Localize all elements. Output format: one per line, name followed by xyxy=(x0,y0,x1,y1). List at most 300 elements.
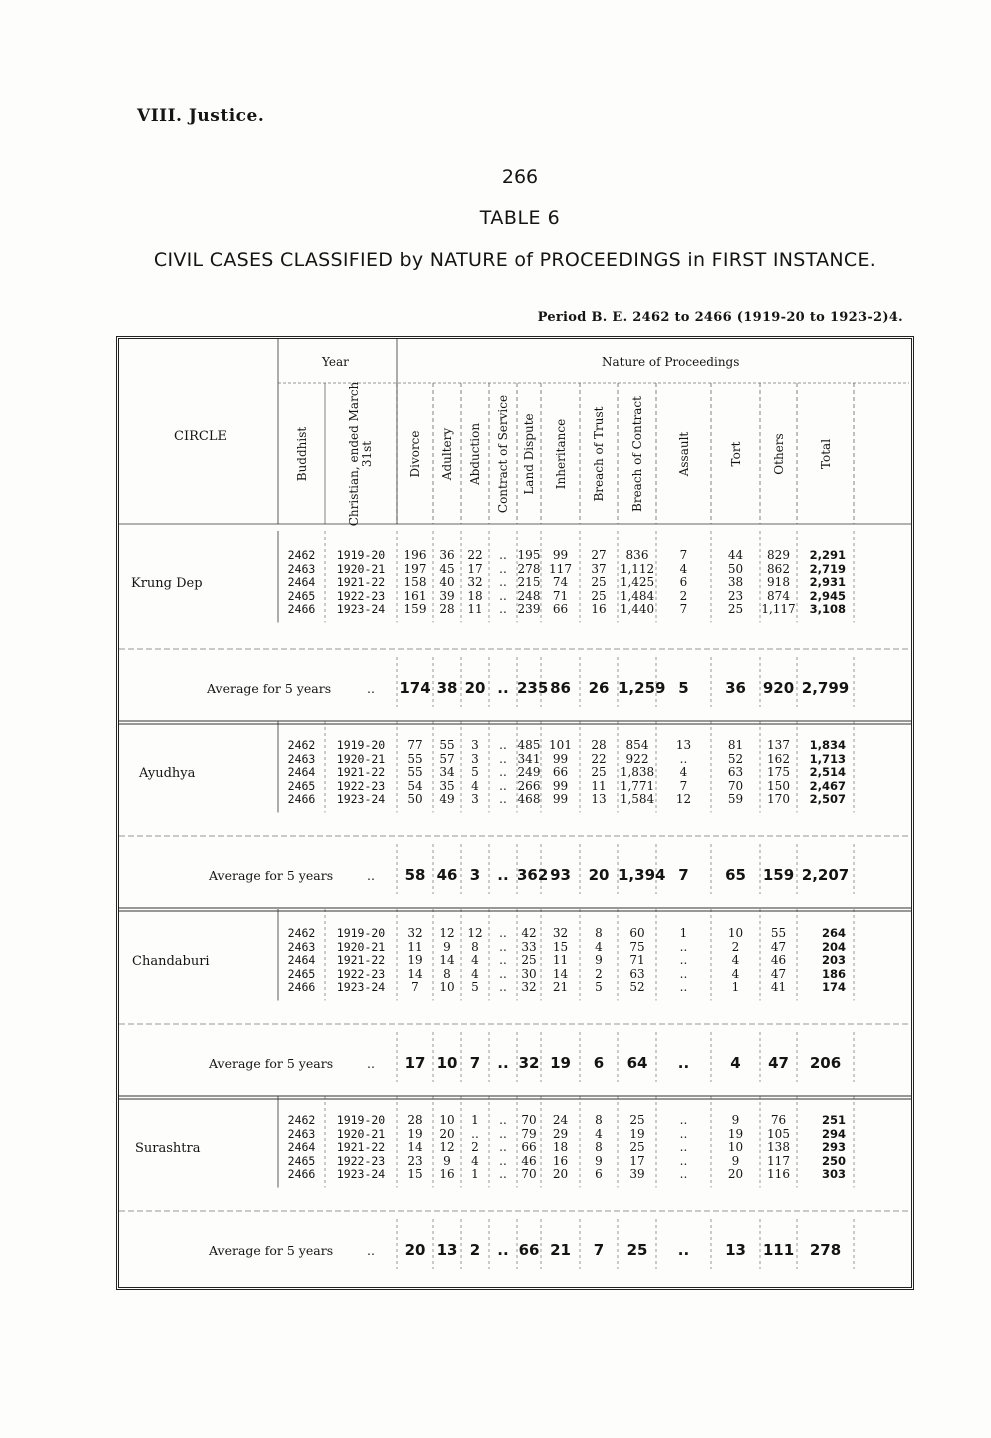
data-cell: .. xyxy=(499,548,507,562)
average-cell: 13 xyxy=(725,1241,746,1259)
data-cell: 20 xyxy=(439,1126,455,1141)
data-cell: 60 xyxy=(629,926,645,940)
buddhist-year-cell: 2462 xyxy=(287,738,316,752)
data-cell: 70 xyxy=(521,1167,537,1181)
data-cell: .. xyxy=(499,738,507,752)
christian-year-cell: 1923-24 xyxy=(336,1167,386,1181)
data-cell: 41 xyxy=(770,980,787,994)
data-cell: 874 xyxy=(767,588,790,603)
buddhist-year-cell: 2463 xyxy=(287,939,316,954)
christian-year-cell: 1920-21 xyxy=(336,1126,386,1141)
data-cell: 3,108 xyxy=(809,602,846,616)
christian-year-cell: 1921-22 xyxy=(336,953,386,967)
data-cell: 215 xyxy=(517,575,541,589)
christian-year-cell: 1919-20 xyxy=(336,1113,386,1127)
data-cell: 52 xyxy=(629,980,645,994)
data-cell: 25 xyxy=(591,575,607,589)
christian-year-cell: 1922-23 xyxy=(336,966,386,981)
data-cell: 59 xyxy=(727,792,744,806)
data-cell: 16 xyxy=(552,1153,569,1168)
column-header-abduction: Abduction xyxy=(467,422,482,486)
data-cell: .. xyxy=(499,588,507,603)
column-header-inheritance: Inheritance xyxy=(553,418,567,490)
average-cell: 111 xyxy=(762,1241,795,1259)
data-cell: 75 xyxy=(629,939,645,954)
data-cell: .. xyxy=(679,1126,688,1141)
data-cell: 3 xyxy=(471,751,479,766)
data-cell: 264 xyxy=(821,926,846,940)
average-label: Average for 5 years xyxy=(207,681,332,696)
data-cell: 99 xyxy=(552,751,569,766)
average-cell: 10 xyxy=(436,1054,458,1072)
data-cell: 117 xyxy=(767,1153,790,1168)
data-cell: .. xyxy=(679,1113,688,1127)
christian-year-cell: 1922-23 xyxy=(336,1153,386,1168)
data-cell: 2,507 xyxy=(809,792,846,806)
buddhist-year-cell: 2462 xyxy=(287,548,316,562)
data-cell: 196 xyxy=(403,548,427,562)
christian-year-cell: 1923-24 xyxy=(336,980,386,994)
data-cell: 186 xyxy=(821,966,846,981)
data-cell: 66 xyxy=(521,1140,537,1154)
average-cell: 46 xyxy=(436,866,458,884)
average-cell: 2 xyxy=(469,1241,481,1259)
data-cell: 829 xyxy=(767,548,790,562)
data-table xyxy=(116,336,914,1290)
data-cell: 44 xyxy=(727,548,744,562)
data-cell: .. xyxy=(499,1140,507,1154)
christian-year-cell: 1922-23 xyxy=(336,588,386,603)
average-cell: 25 xyxy=(626,1241,648,1259)
christian-year-header: Christian, ended March 31st xyxy=(347,381,374,527)
data-cell: 1,117 xyxy=(761,602,796,616)
average-cell: 47 xyxy=(768,1054,789,1072)
data-cell: .. xyxy=(499,1153,507,1168)
data-cell: 4 xyxy=(595,1126,603,1141)
data-cell: 1,112 xyxy=(619,561,655,576)
data-cell: 14 xyxy=(407,1140,423,1154)
average-cell: 2,207 xyxy=(801,866,850,884)
data-cell: .. xyxy=(679,751,688,766)
average-cell: 26 xyxy=(588,679,610,697)
data-cell: 25 xyxy=(629,1113,645,1127)
data-cell: 1,484 xyxy=(619,588,655,603)
buddhist-year-cell: 2465 xyxy=(287,778,316,793)
data-cell: 10 xyxy=(439,980,455,994)
data-cell: 47 xyxy=(770,939,787,954)
data-cell: 35 xyxy=(439,778,455,793)
average-cell: 58 xyxy=(404,866,426,884)
data-cell: 28 xyxy=(591,738,607,752)
data-cell: 99 xyxy=(552,778,569,793)
average-cell: 64 xyxy=(626,1054,648,1072)
data-cell: 4 xyxy=(731,966,740,981)
column-header-total: Total xyxy=(818,438,832,470)
buddhist-year-cell: 2466 xyxy=(287,980,316,994)
buddhist-year-cell: 2466 xyxy=(287,602,316,616)
average-cell: 17 xyxy=(404,1054,426,1072)
column-header-assault: Assault xyxy=(676,431,690,477)
data-cell: 17 xyxy=(467,561,483,576)
data-cell: 70 xyxy=(727,778,744,793)
data-cell: 21 xyxy=(552,980,569,994)
data-cell: 63 xyxy=(727,765,744,779)
data-cell: 101 xyxy=(549,738,572,752)
data-cell: 37 xyxy=(591,561,607,576)
column-header-adultery: Adultery xyxy=(439,427,454,481)
data-cell: 36 xyxy=(439,548,455,562)
buddhist-year-cell: 2465 xyxy=(287,1153,316,1168)
data-cell: 47 xyxy=(770,966,787,981)
average-cell: 6 xyxy=(593,1054,605,1072)
data-cell: 34 xyxy=(439,765,455,779)
christian-year-cell: 1920-21 xyxy=(336,751,386,766)
data-cell: 204 xyxy=(821,939,846,954)
column-header-contract-of-service: Contract of Service xyxy=(495,394,510,514)
christian-year-cell: 1921-22 xyxy=(336,765,386,779)
data-cell: 27 xyxy=(591,548,607,562)
average-cell: 7 xyxy=(678,866,689,884)
data-cell: 341 xyxy=(517,751,541,766)
average-cell: .. xyxy=(677,1054,690,1072)
data-cell: 5 xyxy=(471,980,479,994)
data-cell: 66 xyxy=(552,602,569,616)
data-cell: 195 xyxy=(517,548,541,562)
data-cell: 116 xyxy=(767,1167,790,1181)
average-cell: 278 xyxy=(809,1241,842,1259)
average-cell: 206 xyxy=(809,1054,842,1072)
data-cell: 249 xyxy=(517,765,541,779)
average-cell: 38 xyxy=(436,679,458,697)
average-cell: 1,394 xyxy=(618,866,666,884)
data-cell: .. xyxy=(679,1140,688,1154)
circle-column-header: CIRCLE xyxy=(174,429,227,444)
data-cell: 9 xyxy=(443,939,451,954)
average-cell: .. xyxy=(497,866,509,884)
data-cell: 278 xyxy=(517,561,541,576)
data-cell: 11 xyxy=(407,939,423,954)
average-cell: 19 xyxy=(550,1054,571,1072)
data-cell: 6 xyxy=(679,575,688,589)
data-cell: 79 xyxy=(521,1126,537,1141)
average-cell: .. xyxy=(497,1054,509,1072)
data-cell: .. xyxy=(499,778,507,793)
data-cell: 32 xyxy=(407,926,423,940)
buddhist-year-cell: 2463 xyxy=(287,751,316,766)
data-cell: 7 xyxy=(679,778,688,793)
circle-name: Surashtra xyxy=(135,1141,201,1156)
data-cell: 10 xyxy=(727,926,744,940)
data-cell: 39 xyxy=(629,1167,645,1181)
data-cell: 251 xyxy=(821,1113,846,1127)
christian-year-cell: 1921-22 xyxy=(336,1140,386,1154)
buddhist-year-cell: 2464 xyxy=(287,765,316,779)
average-dots: .. xyxy=(367,681,375,696)
average-cell: .. xyxy=(497,679,509,697)
data-cell: 20 xyxy=(552,1167,569,1181)
average-cell: 36 xyxy=(725,679,746,697)
data-cell: 14 xyxy=(552,966,569,981)
data-cell: 3 xyxy=(471,738,479,752)
christian-year-cell: 1922-23 xyxy=(336,778,386,793)
data-cell: 174 xyxy=(821,980,846,994)
data-cell: 2 xyxy=(731,939,740,954)
average-cell: 21 xyxy=(550,1241,571,1259)
data-cell: 10 xyxy=(727,1140,744,1154)
data-cell: 1,584 xyxy=(619,792,655,806)
average-cell: 66 xyxy=(518,1241,540,1259)
buddhist-year-cell: 2466 xyxy=(287,792,316,806)
average-cell: 2,799 xyxy=(801,679,850,697)
data-cell: 24 xyxy=(552,1113,569,1127)
average-cell: 20 xyxy=(464,679,486,697)
data-cell: 46 xyxy=(521,1153,537,1168)
data-cell: 25 xyxy=(591,588,607,603)
column-header-others: Others xyxy=(771,433,785,475)
nature-group-header: Nature of Proceedings xyxy=(602,355,740,369)
data-cell: .. xyxy=(471,1126,479,1141)
data-cell: 32 xyxy=(521,980,537,994)
data-cell: .. xyxy=(499,980,507,994)
data-cell: .. xyxy=(499,751,507,766)
data-cell: 57 xyxy=(439,751,455,766)
average-cell: 7 xyxy=(593,1241,605,1259)
data-cell: .. xyxy=(499,602,507,616)
data-cell: 1,713 xyxy=(809,751,846,766)
average-cell: 32 xyxy=(518,1054,540,1072)
data-cell: 2,467 xyxy=(809,778,846,793)
buddhist-year-cell: 2463 xyxy=(287,1126,316,1141)
circle-name: Krung Dep xyxy=(131,576,203,591)
data-cell: 250 xyxy=(821,1153,846,1168)
data-cell: 7 xyxy=(679,548,688,562)
data-cell: 4 xyxy=(471,953,479,967)
data-cell: 175 xyxy=(767,765,790,779)
average-cell: 159 xyxy=(762,866,795,884)
average-cell: 1,259 xyxy=(618,679,666,697)
average-cell: 3 xyxy=(469,866,481,884)
data-cell: 4 xyxy=(471,1153,479,1168)
data-cell: 13 xyxy=(675,738,692,752)
christian-year-cell: 1919-20 xyxy=(336,926,386,940)
buddhist-year-cell: 2466 xyxy=(287,1167,316,1181)
data-cell: 20 xyxy=(727,1167,744,1181)
data-cell: 2,514 xyxy=(809,765,846,779)
column-header-land-dispute: Land Dispute xyxy=(521,413,536,495)
data-cell: 4 xyxy=(679,765,688,779)
data-cell: 2,291 xyxy=(809,548,846,562)
data-cell: .. xyxy=(499,765,507,779)
data-cell: 23 xyxy=(407,1153,423,1168)
data-cell: 29 xyxy=(552,1126,569,1141)
buddhist-year-cell: 2465 xyxy=(287,966,316,981)
buddhist-year-header: Buddhist xyxy=(294,426,308,482)
average-cell: 174 xyxy=(399,679,431,697)
data-cell: 22 xyxy=(467,548,483,562)
data-cell: 9 xyxy=(731,1113,740,1127)
data-cell: 12 xyxy=(467,926,483,940)
data-cell: .. xyxy=(679,966,688,981)
data-cell: .. xyxy=(679,1167,688,1181)
data-cell: .. xyxy=(499,1167,507,1181)
data-cell: 99 xyxy=(552,792,569,806)
year-group-header: Year xyxy=(322,355,349,369)
christian-year-cell: 1920-21 xyxy=(336,561,386,576)
data-cell: 8 xyxy=(595,1140,603,1154)
data-cell: 16 xyxy=(591,602,607,616)
buddhist-year-cell: 2462 xyxy=(287,926,316,940)
christian-year-cell: 1923-24 xyxy=(336,792,386,806)
data-cell: 55 xyxy=(770,926,787,940)
data-cell: 74 xyxy=(552,575,569,589)
data-cell: 918 xyxy=(767,575,790,589)
data-cell: 55 xyxy=(407,765,423,779)
data-cell: 11 xyxy=(552,953,569,967)
data-cell: 137 xyxy=(767,738,790,752)
data-cell: 293 xyxy=(821,1140,846,1154)
section-heading: VIII. Justice. xyxy=(137,106,265,126)
data-cell: 17 xyxy=(629,1153,645,1168)
data-cell: 9 xyxy=(595,1153,603,1168)
data-cell: .. xyxy=(499,1113,507,1127)
average-cell: 362 xyxy=(517,866,549,884)
average-label: Average for 5 years xyxy=(209,1243,334,1258)
data-cell: 22 xyxy=(591,751,607,766)
average-cell: 235 xyxy=(517,679,549,697)
data-cell: 8 xyxy=(443,966,451,981)
data-cell: 239 xyxy=(517,602,541,616)
data-cell: .. xyxy=(499,953,507,967)
data-cell: 45 xyxy=(439,561,455,576)
average-cell: 20 xyxy=(404,1241,426,1259)
column-header-tort: Tort xyxy=(728,441,742,467)
data-cell: 105 xyxy=(767,1126,790,1141)
data-cell: 1 xyxy=(679,926,688,940)
data-cell: 19 xyxy=(407,1126,423,1141)
average-label: Average for 5 years xyxy=(209,1056,334,1071)
average-label: Average for 5 years xyxy=(209,868,334,883)
christian-year-cell: 1919-20 xyxy=(336,738,386,752)
data-cell: 76 xyxy=(770,1113,787,1127)
data-cell: 9 xyxy=(595,953,603,967)
data-cell: 10 xyxy=(439,1113,455,1127)
christian-year-cell: 1919-20 xyxy=(336,548,386,562)
data-cell: 15 xyxy=(407,1167,423,1181)
data-cell: 1,440 xyxy=(619,602,655,616)
data-cell: 1,838 xyxy=(619,765,655,779)
data-cell: 2 xyxy=(471,1140,479,1154)
data-cell: 4 xyxy=(679,561,688,576)
average-dots: .. xyxy=(367,1243,375,1258)
christian-year-cell: 1920-21 xyxy=(336,939,386,954)
data-cell: 12 xyxy=(439,926,455,940)
average-dots: .. xyxy=(367,1056,375,1071)
data-cell: 7 xyxy=(679,602,688,616)
table-label: TABLE 6 xyxy=(479,207,561,229)
column-header-divorce: Divorce xyxy=(407,430,422,478)
data-cell: 66 xyxy=(552,765,569,779)
data-cell: 159 xyxy=(403,602,427,616)
data-cell: 2,931 xyxy=(809,575,846,589)
data-cell: 2 xyxy=(679,588,688,603)
data-cell: 2,719 xyxy=(809,561,846,576)
average-cell: 65 xyxy=(725,866,746,884)
column-header-breach-of-trust: Breach of Trust xyxy=(591,406,606,502)
data-cell: 28 xyxy=(407,1113,423,1127)
data-cell: 49 xyxy=(439,792,455,806)
data-cell: 16 xyxy=(439,1167,455,1181)
data-cell: .. xyxy=(679,1153,688,1168)
data-cell: 1,771 xyxy=(619,778,655,793)
data-cell: 14 xyxy=(439,953,455,967)
period-line: Period B. E. 2462 to 2466 (1919-20 to 1923-2)4. xyxy=(537,310,903,325)
data-cell: 33 xyxy=(521,939,537,954)
buddhist-year-cell: 2463 xyxy=(287,561,316,576)
data-cell: 54 xyxy=(407,778,423,793)
data-cell: 6 xyxy=(595,1167,603,1181)
data-cell: 1 xyxy=(731,980,740,994)
data-cell: 294 xyxy=(821,1126,846,1141)
data-cell: 52 xyxy=(727,751,744,766)
data-cell: 28 xyxy=(439,602,455,616)
data-cell: 32 xyxy=(552,926,569,940)
data-cell: 63 xyxy=(629,966,645,981)
data-cell: 836 xyxy=(625,548,649,562)
buddhist-year-cell: 2464 xyxy=(287,953,316,967)
data-cell: 5 xyxy=(595,980,603,994)
data-cell: 19 xyxy=(629,1126,645,1141)
data-cell: 138 xyxy=(767,1140,790,1154)
data-cell: 1 xyxy=(471,1113,479,1127)
data-cell: 40 xyxy=(439,575,455,589)
data-cell: 23 xyxy=(727,588,744,603)
data-cell: .. xyxy=(499,792,507,806)
data-cell: 8 xyxy=(471,939,479,954)
data-cell: 70 xyxy=(521,1113,537,1127)
data-cell: 9 xyxy=(731,1153,740,1168)
data-cell: 12 xyxy=(675,792,692,806)
average-cell: .. xyxy=(497,1241,509,1259)
data-cell: 862 xyxy=(767,561,790,576)
data-cell: 18 xyxy=(552,1140,569,1154)
data-cell: 922 xyxy=(625,751,649,766)
data-cell: 25 xyxy=(521,953,537,967)
data-cell: 1 xyxy=(471,1167,479,1181)
average-cell: 4 xyxy=(730,1054,741,1072)
average-dots: .. xyxy=(367,868,375,883)
buddhist-year-cell: 2464 xyxy=(287,575,316,589)
data-cell: 854 xyxy=(625,738,649,752)
data-cell: 8 xyxy=(595,1113,603,1127)
average-cell: 86 xyxy=(550,679,571,697)
average-cell: 5 xyxy=(678,679,689,697)
average-cell: 93 xyxy=(550,866,571,884)
data-cell: .. xyxy=(499,1126,507,1141)
average-cell: 920 xyxy=(762,679,795,697)
data-cell: 2,945 xyxy=(809,588,846,603)
data-cell: 18 xyxy=(467,588,483,603)
data-cell: 55 xyxy=(439,738,455,752)
data-cell: 158 xyxy=(403,575,427,589)
data-cell: 150 xyxy=(767,778,790,793)
data-cell: 7 xyxy=(411,980,419,994)
column-header-breach-of-contract: Breach of Contract xyxy=(629,396,644,512)
average-cell: 13 xyxy=(436,1241,458,1259)
average-cell: 20 xyxy=(588,866,610,884)
data-cell: .. xyxy=(679,953,688,967)
data-cell: 170 xyxy=(767,792,790,806)
data-cell: .. xyxy=(499,939,507,954)
